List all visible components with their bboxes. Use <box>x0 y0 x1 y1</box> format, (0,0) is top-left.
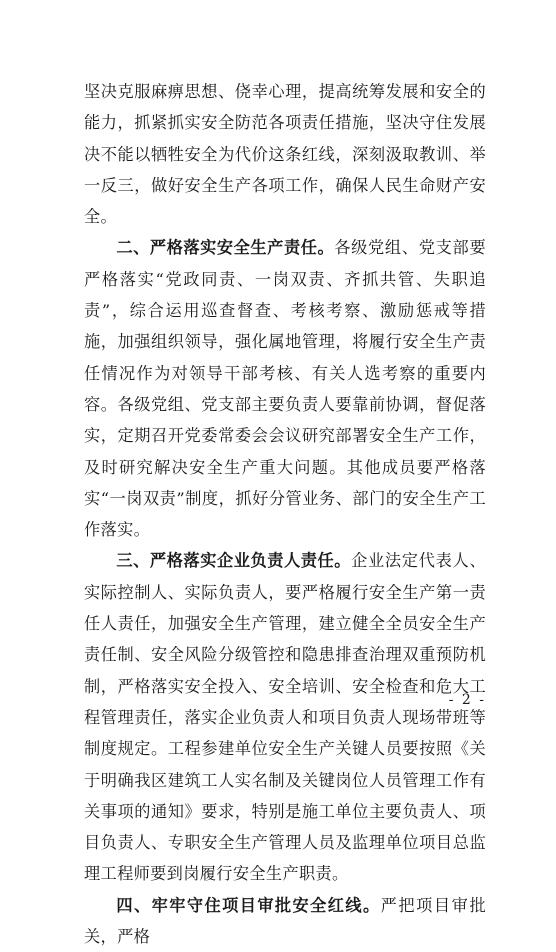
paragraph-3 <box>84 545 486 889</box>
section-3-heading: 三、严格落实企业负责人责任。 <box>116 551 352 571</box>
section-2-text: 各级党组、党支部要严格落实“党政同责、一岗双责、齐抓共管、失职追责”，综合运用巡查督查、考核考察、激励惩戒等措施，加强组织领导，强化属地管理，将履行安全生产责任情况作为对领导干部考核、有关人选考察的重要内容。各级党组、党支部主要负责人要靠前协调，督促落实，定期召开党委常委会会议研究部署安全生产工作，及时研究解决安全生产重大问题。其他成员要严格落实“一岗双责”制度，抓好分管业务、部门的安全生产工作落实。 <box>84 238 486 540</box>
section-3-text: 企业法定代表人、实际控制人、实际负责人，要严格履行安全生产第一责任人责任，加强安全生产管理，建立健全全员安全生产责任制、安全风险分级管控和隐患排查治理双重预防机制，严格落实安全投入、安全培训、安全检查和危大工程管理责任，落实企业负责人和项目负责人现场带班等制度规定。工程参建单位安全生产关键人员要按照《关于明确我区建筑工人实名制及关键岗位人员管理工作有关事项的通知》要求，特别是施工单位主要负责人、项目负责人、专职安全生产管理人员及监理单位项目总监理工程师要到岗履行安全生产职责。 <box>84 551 486 884</box>
paragraph-1-text: 坚决克服麻痹思想、侥幸心理，提高统筹发展和安全的能力，抓紧抓实安全防范各项责任措施，坚决守住发展决不能以牺牲安全为代价这条红线，深刻汲取教训、举一反三，做好安全生产各项工作，确保人民生命财产安全。 <box>84 82 486 227</box>
paragraph-1 <box>84 76 486 232</box>
section-4-heading: 四、牢牢守住项目审批安全红线。 <box>116 895 381 915</box>
document-body <box>84 76 486 952</box>
paragraph-2 <box>84 232 486 545</box>
paragraph-4 <box>84 890 486 952</box>
page-number: - 2 - <box>448 692 486 708</box>
section-4-text: 严把项目审批关，严格 <box>84 895 486 947</box>
section-2-heading: 二、严格落实安全生产责任。 <box>116 238 335 258</box>
